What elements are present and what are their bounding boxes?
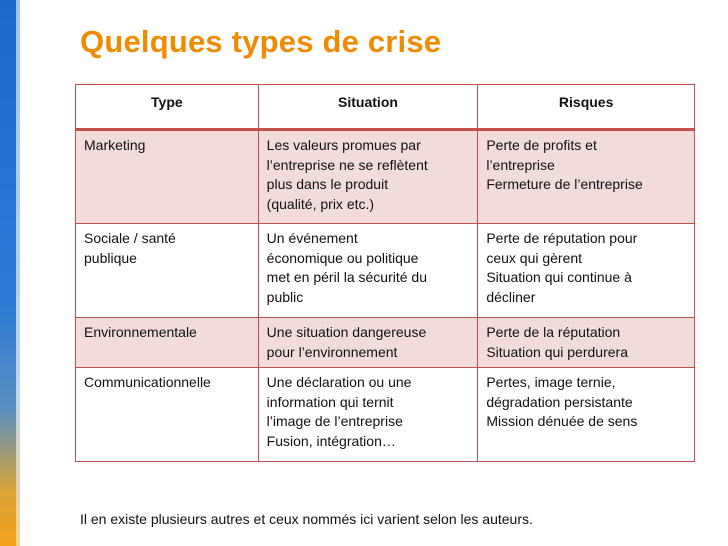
table-row bbox=[76, 368, 695, 462]
cell-risques bbox=[478, 318, 695, 368]
cell-line: Sociale / santé bbox=[84, 230, 176, 246]
cell-line: information qui ternit bbox=[266, 393, 394, 410]
footnote: Il en existe plusieurs autres et ceux nommés ici varient selon les auteurs. bbox=[80, 511, 533, 527]
cell-line: Pertes, image ternie, bbox=[486, 374, 616, 390]
cell-type bbox=[76, 130, 259, 224]
cell-type bbox=[76, 224, 259, 318]
cell-line: Marketing bbox=[84, 137, 146, 153]
decorative-side-stripe bbox=[16, 0, 20, 546]
table-header-row bbox=[76, 85, 695, 130]
cell-line: Perte de réputation pour bbox=[486, 230, 638, 246]
cell-line: Situation qui continue à bbox=[486, 269, 632, 285]
cell-situation bbox=[258, 130, 478, 224]
cell-situation bbox=[258, 368, 478, 462]
cell-line: Fusion, intégration… bbox=[266, 432, 396, 449]
cell-line: Perte de profits et bbox=[486, 137, 597, 153]
crisis-types-table bbox=[75, 84, 695, 462]
table-row bbox=[76, 318, 695, 368]
cell-line: (qualité, prix etc.) bbox=[266, 195, 375, 212]
cell-line: décliner bbox=[486, 288, 536, 305]
header-risques: Risques bbox=[478, 85, 695, 130]
cell-line: publique bbox=[84, 249, 137, 266]
table-row bbox=[76, 224, 695, 318]
cell-line: Une déclaration ou une bbox=[266, 374, 412, 390]
cell-line: plus dans le produit bbox=[266, 176, 389, 192]
cell-line: Perte de la réputation bbox=[486, 324, 621, 340]
table-row bbox=[76, 130, 695, 224]
cell-line: Situation qui perdurera bbox=[486, 343, 628, 360]
cell-line: Communicationnelle bbox=[84, 374, 211, 390]
cell-line: Un événement bbox=[266, 230, 358, 246]
cell-line: Environnementale bbox=[84, 324, 197, 340]
cell-line: ceux qui gèrent bbox=[486, 249, 583, 266]
cell-risques bbox=[478, 224, 695, 318]
decorative-side-bar bbox=[0, 0, 16, 546]
header-type: Type bbox=[76, 85, 259, 130]
cell-line: met en péril la sécurité du bbox=[266, 269, 427, 285]
cell-risques bbox=[478, 130, 695, 224]
cell-line: l’image de l’entreprise bbox=[266, 413, 403, 429]
cell-line: Mission dénuée de sens bbox=[486, 413, 638, 429]
cell-situation bbox=[258, 318, 478, 368]
cell-line: Les valeurs promues par bbox=[266, 137, 421, 153]
cell-line: dégradation persistante bbox=[486, 393, 633, 410]
header-situation: Situation bbox=[258, 85, 478, 130]
cell-type bbox=[76, 368, 259, 462]
cell-line: l’entreprise ne se reflètent bbox=[266, 156, 428, 173]
cell-situation bbox=[258, 224, 478, 318]
cell-line: pour l’environnement bbox=[266, 343, 398, 360]
cell-type bbox=[76, 318, 259, 368]
cell-line: Une situation dangereuse bbox=[266, 324, 427, 340]
cell-risques bbox=[478, 368, 695, 462]
cell-line: l’entreprise bbox=[486, 156, 555, 173]
cell-line: public bbox=[266, 288, 304, 305]
slide-title: Quelques types de crise bbox=[80, 24, 442, 59]
cell-line: économique ou politique bbox=[266, 249, 419, 266]
cell-line: Fermeture de l’entreprise bbox=[486, 176, 643, 192]
